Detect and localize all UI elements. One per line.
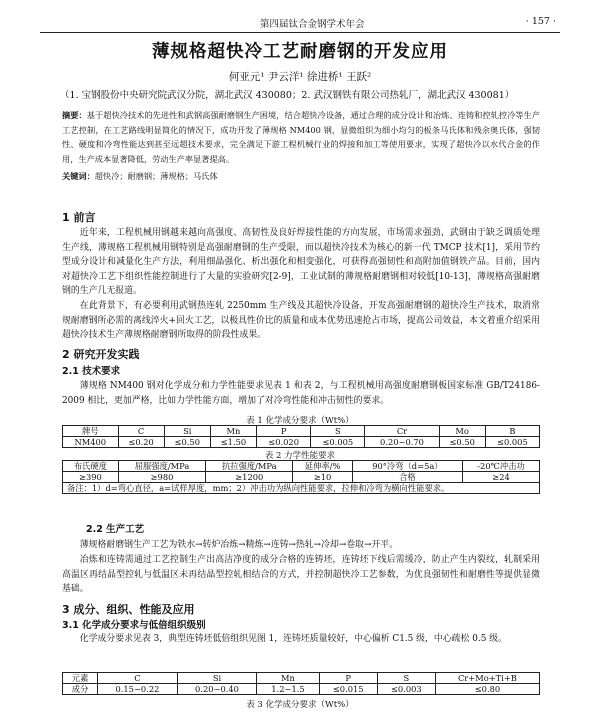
section3-paragraph-1: 化学成分要求见表 3，典型连铸坯低倍组织见图 1，连铸坯质量较好，中心偏析 C1.5 级，中心疏松 0.5 级。 [79, 634, 507, 644]
table1-cell: NM400 [63, 437, 119, 448]
table3-header-cell: Mn [257, 673, 319, 684]
section2-paragraph-2: 薄规格耐磨钢生产工艺为铁水→转炉冶炼→精炼→连铸→热轧→冷却→卷取→开平。 [79, 540, 399, 550]
table2-note: 备注：1）d=弯心直径，a=试样厚度，mm；2）冲击功为纵向性能要求，拉伸和冷弯为横向性能要求。 [63, 483, 540, 494]
table3-data-row [63, 684, 540, 695]
table1-header-cell: Si [164, 426, 210, 437]
table2-cell: 合格 [352, 472, 462, 483]
table1-cell: ≤0.50 [164, 437, 210, 448]
table2-cell: ≥980 [118, 472, 205, 483]
table1-cell: 0.20~0.70 [365, 437, 439, 448]
table1-cell: ≤0.20 [118, 437, 164, 448]
abstract [62, 108, 540, 166]
section-heading-3: 3 成分、组织、性能及应用 [62, 603, 195, 616]
table3-cell: 0.15~0.22 [98, 684, 178, 695]
table3-header-cell: Cr+Mo+Ti+B [435, 673, 539, 684]
table2-cell: ≥1200 [206, 472, 293, 483]
table3 [62, 672, 540, 695]
table1-header-cell: Cr [365, 426, 439, 437]
table2-data-row [63, 472, 540, 483]
paper-title: 薄规格超快冷工艺耐磨钢的开发应用 [152, 42, 448, 62]
table2-cell: ≥390 [63, 472, 119, 483]
conference-name: 第四届钛合金钢学术年会 [260, 19, 365, 30]
table1-caption: 表 1 化学成分要求（Wt%） [246, 416, 354, 426]
abstract-text: 基于超快冷技术的先进性和武钢高强耐磨钢生产困境，结合超快冷设备，通过合理的成分设计和冶炼、连铸和控轧控冷等生产工艺控制，在工艺路线明显简化的情况下，成功开发了薄规格 NM400 钢，显微组织为细小均匀的板条马氏体和残余奥氏体，强韧性、硬度和冷弯性能达到甚至远超技术要求，完全满足下游工程机械行业的焊接和加工等使用要求，实现了超快冷以水代合金的作用，生产成本显著降低，劳动生产率显著提高。 [62, 110, 540, 164]
table3-caption: 表 3 化学成分要求（Wt%） [246, 700, 354, 710]
table2-header-cell: 抗拉强度/MPa [206, 461, 293, 472]
table1 [62, 425, 540, 448]
table1-cell: ≤0.005 [311, 437, 365, 448]
section2-paragraph-1: 薄规格 NM400 钢对化学成分和力学性能要求见表 1 和表 2，与工程机械用高强度耐磨钢板国家标准 GB/T24186-2009 相比，更加严格，比如力学性能方面，增加了对冷弯性能和冲击韧性的要求。 [62, 381, 540, 406]
table3-header-cell: 元素 [63, 673, 98, 684]
table2-header-row [63, 461, 540, 472]
table3-cell: 1.2~1.5 [257, 684, 319, 695]
table1-header-cell: Mo [439, 426, 485, 437]
table1-header-cell: 牌号 [63, 426, 119, 437]
table1-header-cell: S [311, 426, 365, 437]
table3-header-cell: S [377, 673, 435, 684]
table1-header-cell: P [257, 426, 311, 437]
table3-cell: 0.20~0.40 [177, 684, 257, 695]
section2-paragraph-3: 冶炼和连铸需通过工艺控制生产出高洁净度的成分合格的连铸坯，连铸坯下线后需缓冷，防止产生内裂纹，轧制采用高温区再结晶型控轧与低温区未再结晶型控轧相结合的方式，并控制超快冷工艺参数，为优良强韧性和耐磨性等提供显微基础。 [62, 555, 540, 595]
table2-note-row [63, 483, 540, 494]
table1-header-cell: C [118, 426, 164, 437]
keywords-text: 超快冷；耐磨钢；薄规格；马氏体 [94, 171, 218, 181]
authors: 何亚元¹ 尹云洋¹ 徐进桥¹ 王跃² [228, 71, 372, 83]
subsection-heading-2-2: 2.2 生产工艺 [86, 524, 145, 535]
table1-cell: ≤0.50 [439, 437, 485, 448]
table2 [62, 460, 540, 494]
table3-cell: ≤0.015 [319, 684, 377, 695]
table2-header-cell: 屈服强度/MPa [118, 461, 205, 472]
table2-header-cell: 布氏硬度 [63, 461, 119, 472]
affiliations: （1. 宝钢股份中央研究院武汉分院，湖北武汉 430080；2. 武汉钢铁有限公司热轧厂，湖北武汉 430081） [60, 90, 515, 101]
table2-caption: 表 2 力学性能要求 [264, 451, 336, 461]
section1-paragraph-2: 在此背景下，有必要利用武钢热连轧 2250mm 生产线及其超快冷设备，开发高强耐磨钢的超快冷生产技术，取消常规耐磨钢所必需的离线淬火+回火工艺，以极具性价比的质量和成本优势迅速抢占市场，提高公司效益，本文着重介绍采用超快冷技术生产薄规格耐磨钢所取得的阶段性成果。 [62, 301, 540, 341]
table2-header-cell: -20℃冲击功 [463, 461, 540, 472]
table3-cell: ≤0.003 [377, 684, 435, 695]
table3-header-cell: C [98, 673, 178, 684]
table1-data-row [63, 437, 540, 448]
table3-cell: 成分 [63, 684, 98, 695]
table1-header-row [63, 426, 540, 437]
table2-header-cell: 延伸率/% [293, 461, 352, 472]
table1-header-cell: Mn [210, 426, 256, 437]
section-heading-1: 1 前言 [62, 211, 96, 224]
keywords-label: 关键词： [62, 171, 95, 181]
table3-header-cell: P [319, 673, 377, 684]
subsection-heading-3-1: 3.1 化学成分要求与低倍组织级别 [62, 620, 206, 631]
table1-cell: ≤1.50 [210, 437, 256, 448]
table1-cell: ≤0.020 [257, 437, 311, 448]
table2-cell: ≥10 [293, 472, 352, 483]
running-header [40, 14, 560, 33]
table2-header-cell: 90°冷弯（d=5a） [352, 461, 462, 472]
page-number: · 157 · [525, 16, 556, 27]
keywords [62, 171, 218, 182]
table3-cell: ≤0.80 [435, 684, 539, 695]
abstract-label: 摘要： [62, 110, 87, 120]
table2-cell: ≥24 [463, 472, 540, 483]
subsection-heading-2-1: 2.1 技术要求 [62, 366, 121, 377]
table1-cell: ≤0.005 [485, 437, 539, 448]
table1-header-cell: B [485, 426, 539, 437]
table3-header-row [63, 673, 540, 684]
section1-paragraph-1: 近年来，工程机械用钢越来越向高强度、高韧性及良好焊接性能的方向发展，市场需求强劲，武钢由于缺乏调质处理生产线，薄规格工程机械用钢特别是高强耐磨钢的生产受限，而以超快冷技术为核心的新一代 TMCP 技术[1]，采用节约型成分设计和减量化生产方法，利用细晶强化、析出强化和相变强化，可获得高强韧性和高附加值钢铁产品。目前，国内对超快冷工艺下组织性能控制进行了大量的实验研究[2-9]，工业试制的薄规格耐磨钢相对较低[10-13]，薄规格高强耐磨钢的生产几无报道。 [62, 228, 540, 297]
section-heading-2: 2 研究开发实践 [62, 348, 140, 361]
table3-header-cell: Si [177, 673, 257, 684]
